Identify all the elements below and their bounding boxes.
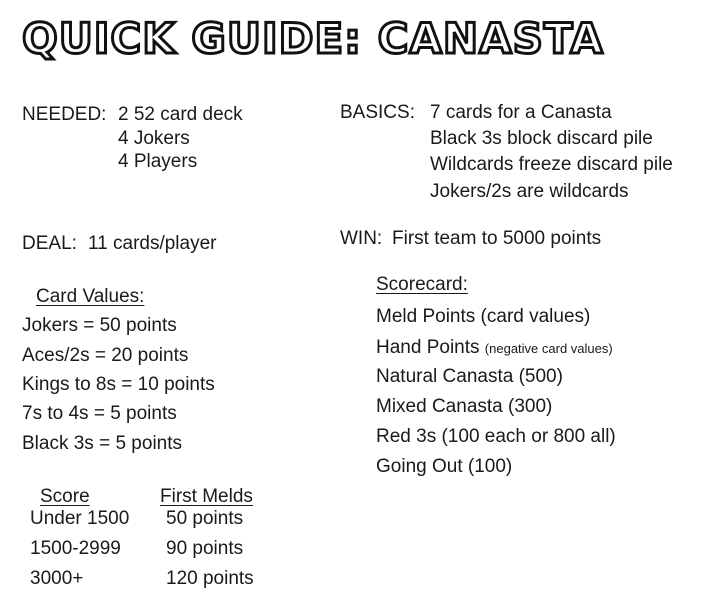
deal-value: 11 cards/player bbox=[88, 233, 217, 254]
basics-item: 7 cards for a Canasta bbox=[430, 102, 612, 123]
needed-item: 4 Jokers bbox=[118, 128, 190, 149]
scorecard-item: Meld Points (card values) bbox=[376, 306, 591, 327]
needed-label: NEEDED: bbox=[22, 104, 107, 125]
card-value-item: 7s to 4s = 5 points bbox=[22, 403, 177, 424]
scorecard-item: Red 3s (100 each or 800 all) bbox=[376, 426, 616, 447]
meld-score-cell: Under 1500 bbox=[30, 508, 130, 529]
scorecard-item: Natural Canasta (500) bbox=[376, 366, 563, 387]
score-header: Score bbox=[40, 486, 90, 507]
basics-item: Jokers/2s are wildcards bbox=[430, 181, 629, 202]
meld-score-cell: 1500-2999 bbox=[30, 538, 121, 559]
scorecard-item: Going Out (100) bbox=[376, 456, 513, 477]
basics-item: Black 3s block discard pile bbox=[430, 128, 653, 149]
meld-score-cell: 3000+ bbox=[30, 568, 84, 589]
card-value-item: Aces/2s = 20 points bbox=[22, 345, 189, 366]
card-values-heading: Card Values: bbox=[36, 286, 145, 307]
meld-points-cell: 120 points bbox=[166, 568, 254, 589]
scorecard-item: Mixed Canasta (300) bbox=[376, 396, 553, 417]
basics-label: BASICS: bbox=[340, 102, 415, 123]
first-melds-header: First Melds bbox=[160, 486, 253, 507]
card-value-item: Kings to 8s = 10 points bbox=[22, 374, 215, 395]
deal-label: DEAL: bbox=[22, 233, 77, 254]
page-title: QUICK GUIDE: CANASTA bbox=[22, 14, 604, 63]
scorecard-item bbox=[376, 337, 613, 360]
win-label: WIN: bbox=[340, 228, 383, 249]
win-value: First team to 5000 points bbox=[392, 228, 602, 249]
needed-item: 2 52 card deck bbox=[118, 104, 243, 125]
meld-points-cell: 90 points bbox=[166, 538, 244, 559]
card-value-item: Jokers = 50 points bbox=[22, 315, 177, 336]
basics-item: Wildcards freeze discard pile bbox=[430, 154, 673, 175]
card-value-item: Black 3s = 5 points bbox=[22, 433, 183, 454]
meld-points-cell: 50 points bbox=[166, 508, 244, 529]
scorecard-heading: Scorecard: bbox=[376, 274, 468, 295]
hand-points-label: Hand Points bbox=[376, 337, 480, 358]
needed-item: 4 Players bbox=[118, 151, 198, 172]
hand-points-note: (negative card values) bbox=[484, 341, 613, 356]
